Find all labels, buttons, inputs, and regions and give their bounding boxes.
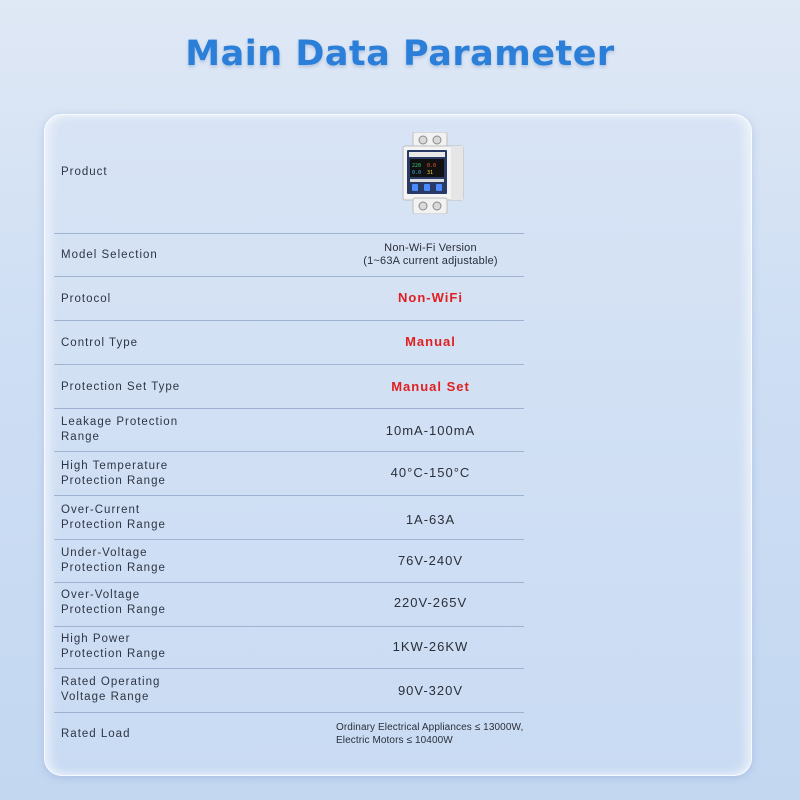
row-value: 1A-63A	[405, 512, 456, 527]
row-label: Rated Load	[61, 728, 131, 740]
row-value: 76V-240V	[397, 553, 464, 568]
row-value: 1KW-26KW	[392, 639, 469, 654]
circuit-breaker-device-image	[399, 132, 467, 214]
row-divider	[54, 233, 524, 234]
row-label: Over-Current Protection Range	[61, 504, 166, 531]
svg-text:0.0: 0.0	[427, 163, 437, 169]
row-label: Leakage Protection Range	[61, 416, 179, 443]
row-value: Manual	[405, 334, 456, 349]
row-divider	[54, 712, 524, 713]
row-label: Under-Voltage Protection Range	[61, 547, 166, 574]
row-label: Control Type	[61, 337, 138, 349]
page-title: Main Data Parameter	[185, 34, 615, 74]
row-value: 40°C-150°C	[390, 465, 471, 480]
row-divider	[54, 276, 524, 277]
row-value: Ordinary Electrical Appliances ≤ 13000W, Electric Motors ≤ 10400W	[336, 722, 524, 746]
svg-text:0.0: 0.0	[412, 170, 422, 176]
row-value: 220V-265V	[393, 595, 468, 610]
row-value: Manual Set	[391, 379, 470, 394]
row-divider	[54, 668, 524, 669]
row-divider	[54, 626, 524, 627]
row-value: 90V-320V	[397, 683, 464, 698]
row-divider	[54, 582, 524, 583]
row-label: Product	[61, 166, 108, 178]
row-divider	[54, 320, 524, 321]
row-label: Protection Set Type	[61, 381, 181, 393]
row-divider	[54, 364, 524, 365]
row-label: Rated Operating Voltage Range	[61, 676, 161, 703]
row-label: Protocol	[61, 293, 112, 305]
row-divider	[54, 408, 524, 409]
row-value: Non-WiFi	[398, 290, 463, 305]
row-value: 10mA-100mA	[385, 423, 476, 438]
row-divider	[54, 495, 524, 496]
svg-text:31: 31	[427, 170, 434, 176]
row-label: Model Selection	[61, 249, 158, 261]
row-label: High Power Protection Range	[61, 633, 166, 660]
row-divider	[54, 539, 524, 540]
row-divider	[54, 451, 524, 452]
svg-text:220: 220	[412, 163, 422, 169]
row-label: High Temperature Protection Range	[61, 460, 169, 487]
row-value: Non-Wi-Fi Version (1~63A current adjustable)	[363, 242, 498, 267]
row-label: Over-Voltage Protection Range	[61, 589, 166, 616]
